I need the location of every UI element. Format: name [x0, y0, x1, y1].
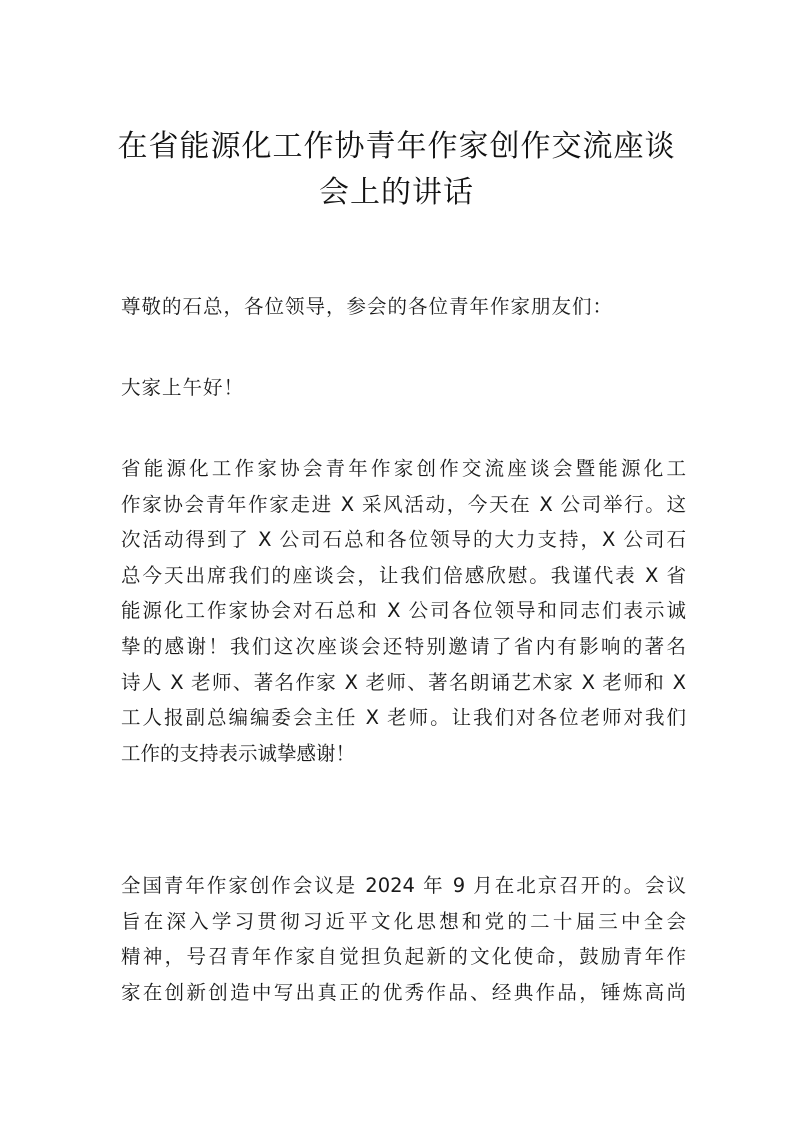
- paragraph-1: [121, 451, 686, 771]
- paragraph-2-line: 全国青年作家创作会议是 2024 年 9 月在北京召开的。会议: [121, 874, 686, 897]
- paragraph-2-line: 旨在深入学习贯彻习近平文化思想和党的二十届三中全会: [121, 909, 686, 933]
- salutation: [121, 289, 686, 325]
- greeting-text: 大家上午好！: [121, 376, 245, 399]
- paragraph-1-line: 能源化工作家协会对石总和 X 公司各位领导和同志们表示诚: [121, 599, 686, 623]
- paragraph-1-line: 工作的支持表示诚挚感谢！: [121, 741, 356, 765]
- paragraph-1-line: 作家协会青年作家走进 X 采风活动，今天在 X 公司举行。这: [121, 492, 686, 516]
- paragraph-1-line: 诗人 X 老师、著名作家 X 老师、著名朗诵艺术家 X 老师和 X: [121, 670, 686, 694]
- paragraph-1-line: 工人报副总编编委会主任 X 老师。让我们对各位老师对我们: [121, 706, 686, 730]
- paragraph-1-line: 次活动得到了 X 公司石总和各位领导的大力支持，X 公司石: [121, 528, 686, 552]
- paragraph-2-line: 精神，号召青年作家自觉担负起新的文化使命，鼓励青年作: [121, 945, 686, 969]
- paragraph-1-line: 省能源化工作家协会青年作家创作交流座谈会暨能源化工: [121, 457, 686, 480]
- greeting: [121, 370, 686, 406]
- salutation-text: 尊敬的石总，各位领导，参会的各位青年作家朋友们：: [121, 295, 614, 318]
- document-title-line-2: 会上的讲话: [319, 175, 474, 210]
- document-title-line-1: 在省能源化工作协青年作家创作交流座谈: [117, 129, 676, 164]
- paragraph-1-line: 挚的感谢！我们这次座谈会还特别邀请了省内有影响的著名: [121, 634, 686, 658]
- paragraph-2-line: 家在创新创造中写出真正的优秀作品、经典作品，锤炼高尚: [121, 980, 686, 1004]
- paragraph-1-line: 总今天出席我们的座谈会，让我们倍感欣慰。我谨代表 X 省: [121, 563, 686, 587]
- paragraph-2: [121, 868, 686, 1010]
